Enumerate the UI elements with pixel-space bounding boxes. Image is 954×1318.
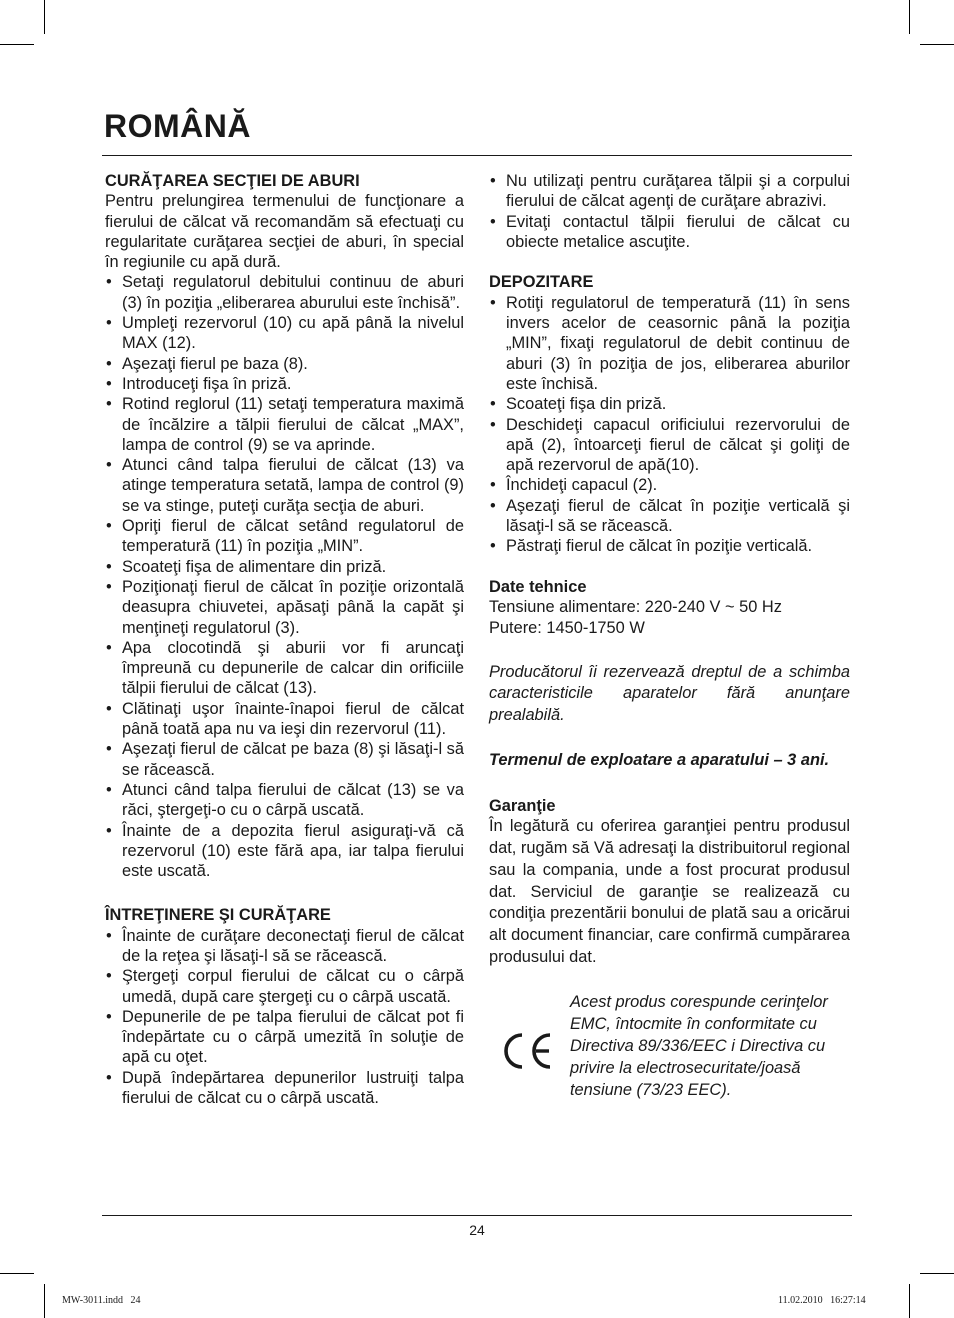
list-item: • Înainte de curăţare deconectaţi fierul de călcat de la reţea şi lăsaţi-l să se răcească.	[105, 926, 464, 967]
list-item: • Închideţi capacul (2).	[489, 475, 850, 495]
crop-mark	[0, 44, 34, 45]
list-item: • Clătinaţi uşor înainte-înapoi fierul de călcat până toată apa nu va ieşi din rezervorul (11).	[105, 699, 464, 740]
list-item: • Nu utilizaţi pentru curăţarea tălpii şi a corpului fierului de călcat agenţi de curăţare abrazivi.	[489, 171, 850, 212]
section-heading-warranty: Garanţie	[489, 796, 556, 815]
list-item: • Atunci când talpa fierului de călcat (13) se va răci, ştergeţi-o cu o cârpă uscată.	[105, 780, 464, 821]
list-item: • Rotiţi regulatorul de temperatură (11) în sens invers acelor de ceasornic până la poziţia „MIN”, fixaţi regulatorul de debit continuu de aburi (3) în poziţia de jos, eliberarea aburilor este închisă.	[489, 293, 850, 394]
section-heading-technical-data: Date tehnice	[489, 577, 587, 596]
crop-mark	[44, 1284, 45, 1318]
list-item: • Opriţi fierul de călcat setând regulatorul de temperatură (11) în poziţia „MIN”.	[105, 516, 464, 557]
manufacturer-disclaimer: Producătorul îi rezervează dreptul de a schimba caracteristicile aparatelor fără anunţare prealabilă.	[489, 662, 850, 724]
file-slug: MW-3011.indd 24	[62, 1295, 141, 1306]
section-heading-storage: DEPOZITARE	[489, 273, 594, 292]
crop-mark	[920, 1273, 954, 1274]
tech-voltage: Tensiune alimentare: 220-240 V ~ 50 Hz	[489, 598, 782, 617]
left-column	[105, 171, 464, 1108]
section-intro: Pentru prelungirea termenului de funcţionare a fierului de călcat vă recomandăm să efectuaţi cu regularitate curăţarea secţiei de aburi, în special în regiunile cu apă dură.	[105, 192, 464, 272]
storage-list	[489, 293, 850, 557]
list-item: • Ştergeţi corpul fierului de călcat cu o cârpă umedă, după care ştergeţi cu o cârpă uscată.	[105, 966, 464, 1007]
list-item: • Scoateţi fişa de alimentare din priză.	[105, 557, 464, 577]
list-item: • Aşezaţi fierul de călcat în poziţie verticală şi lăsaţi-l să se răcească.	[489, 496, 850, 537]
list-item: • Rotind reglorul (11) setaţi temperatura maximă de încălzire a tălpii fierului de călcat „MAX”, lampa de control (9) se va aprinde.	[105, 394, 464, 455]
list-item: • Umpleţi rezervorul (10) cu apă până la nivelul MAX (12).	[105, 313, 464, 354]
list-item: • Deschideţi capacul orificiului rezervorului de apă (2), întoarceţi fierul de călcat şi goliţi de apă rezervorul de apă(10).	[489, 415, 850, 476]
crop-mark	[920, 44, 954, 45]
list-item: • Poziţionaţi fierul de călcat în poziţie orizontală deasupra chiuvetei, apăsaţi până la capăt şi menţineţi regulatorul (3).	[105, 577, 464, 638]
page-number: 24	[469, 1222, 485, 1238]
list-item: • Setaţi regulatorul debitului continuu de aburi (3) în poziţia „eliberarea aburului este închisă”.	[105, 272, 464, 313]
section-heading-steam-cleaning: CURĂŢAREA SECŢIEI DE ABURI	[105, 172, 360, 190]
crop-mark	[909, 1284, 910, 1318]
maintenance-list-continued	[489, 171, 850, 252]
list-item: • Scoateţi fişa din priză.	[489, 394, 850, 414]
crop-mark	[0, 1273, 34, 1274]
list-item: • Aşezaţi fierul de călcat pe baza (8) şi lăsaţi-l să se răcească.	[105, 739, 464, 780]
tech-power: Putere: 1450-1750 W	[489, 618, 645, 637]
header-rule	[102, 155, 852, 156]
footer-rule	[102, 1215, 852, 1216]
list-item: • Introduceţi fişa în priză.	[105, 374, 464, 394]
list-item: • Înainte de a depozita fierul asiguraţi-vă că rezervorul (10) este fără apa, iar talpa fierului este uscată.	[105, 821, 464, 882]
crop-mark	[909, 0, 910, 34]
ce-compliance-text: Acest produs corespunde cerinţelor EMC, întocmite în conformitate cu Directiva 89/336/EEC i Directiva cu privire la electrosecuritate/joasă tensiune (73/23 EEC).	[570, 992, 828, 1099]
warranty-text: În legătură cu oferirea garanţiei pentru produsul dat, rugăm să Vă adresaţi la distribuitorul regional sau la compania, unde a fost procurat produsul dat. Serviciul de garanţie se realizează cu condiţia prezentării bonului de plată sau a oricărui alt document financiar, care confirmă cumpărarea produsului dat.	[489, 817, 850, 966]
crop-mark	[44, 0, 45, 34]
ce-mark-icon	[503, 1031, 555, 1071]
list-item: • După îndepărtarea depunerilor lustruiţi talpa fierului de călcat cu o cârpă uscată.	[105, 1068, 464, 1109]
list-item: • Apa clocotindă şi aburii vor fi aruncaţi împreună cu depunerile de calcar din orificiile tălpii fierului de călcat (13).	[105, 638, 464, 699]
list-item: • Evitaţi contactul tălpii fierului de călcat cu obiecte metalice ascuţite.	[489, 212, 850, 253]
service-life: Termenul de exploatare a aparatului – 3 ani.	[489, 751, 830, 770]
ce-compliance	[489, 991, 850, 1101]
maintenance-list	[105, 926, 464, 1109]
list-item: • Păstraţi fierul de călcat în poziţie verticală.	[489, 536, 850, 556]
list-item: • Aşezaţi fierul pe baza (8).	[105, 354, 464, 374]
page-title: ROMÂNĂ	[104, 108, 251, 144]
steam-cleaning-list	[105, 272, 464, 881]
list-item: • Atunci când talpa fierului de călcat (13) va atinge temperatura setată, lampa de control (9) se va stinge, puteţi curăţa secţia de aburi.	[105, 455, 464, 516]
list-item: • Depunerile de pe talpa fierului de călcat pot fi îndepărtate cu o cârpă umezită în soluţie de apă cu oţet.	[105, 1007, 464, 1068]
section-heading-maintenance: ÎNTREŢINERE ŞI CURĂŢARE	[105, 906, 331, 925]
right-column	[489, 171, 850, 1101]
date-slug: 11.02.2010 16:27:14	[778, 1295, 866, 1306]
